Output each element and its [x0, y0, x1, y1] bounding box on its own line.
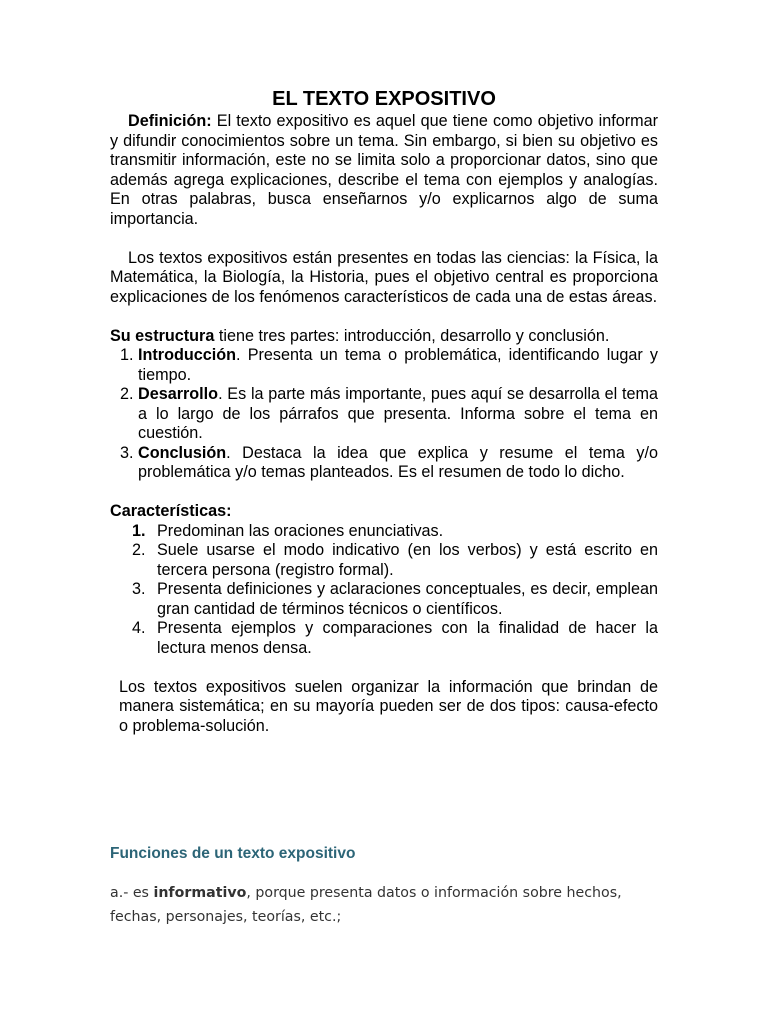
list-number: 2.	[132, 541, 146, 559]
list-text: . Destaca la idea que explica y resume el tema y/o problemática y/o temas planteados. Es el resumen de todo lo dicho.	[138, 443, 658, 481]
list-text: Predominan las oraciones enunciativas.	[157, 521, 444, 540]
characteristics-list	[110, 522, 658, 659]
sciences-paragraph: Los textos expositivos están presentes en todas las ciencias: la Física, la Matemática, la Biología, la Historia, pues el objetivo central es proporciona explicaciones de los fenómenos característicos de cada una de estas áreas.	[110, 248, 658, 306]
list-text: Suele usarse el modo indicativo (en los verbos) y está escrito en tercera persona (registro formal).	[157, 541, 658, 579]
structure-paragraph	[110, 327, 658, 347]
page-title: EL TEXTO EXPOSITIVO	[272, 88, 496, 110]
list-item	[110, 444, 658, 483]
definition-label: Definición:	[128, 112, 212, 130]
list-item	[110, 580, 658, 619]
types-paragraph: Los textos expositivos suelen organizar la información que brindan de manera sistemática; en su mayoría pueden ser de dos tipos: causa-efecto o problema-solución.	[119, 677, 658, 735]
main-content	[110, 86, 658, 736]
list-term: Introducción	[138, 346, 237, 364]
list-term: Conclusión	[138, 443, 227, 462]
list-number: 1.	[132, 521, 146, 540]
structure-text: tiene tres partes: introducción, desarrollo y conclusión.	[214, 326, 610, 345]
definition-text: El texto expositivo es aquel que tiene como objetivo informar y difundir conocimientos sobre un tema. Sin embargo, si bien su objetivo es transmitir información, este no se limita solo a proporcionar datos, sino que además agrega explicaciones, describe el tema con ejemplos y analogías. En otras palabras, busca enseñarnos y/o explicarnos algo de suma importancia.	[110, 112, 658, 228]
functions-paragraph	[110, 881, 670, 929]
functions-heading: Funciones de un texto expositivo	[110, 845, 356, 862]
list-number: 3.	[132, 580, 146, 598]
list-number: 3.	[120, 443, 134, 462]
list-term: Desarrollo	[138, 385, 219, 403]
list-item	[110, 346, 658, 385]
definition-paragraph	[110, 112, 658, 229]
list-item	[110, 385, 658, 444]
list-text: . Presenta un tema o problemática, identificando lugar y tiempo.	[138, 346, 658, 384]
list-text: . Es la parte más importante, pues aquí se desarrolla el tema a lo largo de los párrafos que presenta. Informa sobre el tema en cuestión.	[138, 385, 658, 442]
list-number: 4.	[132, 619, 146, 637]
functions-prefix: a.- es	[110, 885, 154, 901]
functions-text: , porque presenta datos o información sobre hechos, fechas, personajes, teorías, etc.;	[110, 885, 622, 925]
characteristics-heading: Características:	[110, 502, 232, 520]
list-number: 1.	[120, 346, 134, 364]
list-item	[110, 619, 658, 658]
structure-list	[110, 346, 658, 483]
structure-label: Su estructura	[110, 326, 215, 345]
list-text: Presenta definiciones y aclaraciones conceptuales, es decir, emplean gran cantidad de términos técnicos o científicos.	[157, 580, 658, 618]
list-item	[110, 541, 658, 580]
list-number: 2.	[120, 385, 134, 403]
list-item	[110, 522, 658, 542]
functions-term: informativo	[153, 885, 247, 901]
list-text: Presenta ejemplos y comparaciones con la finalidad de hacer la lectura menos densa.	[157, 619, 658, 657]
